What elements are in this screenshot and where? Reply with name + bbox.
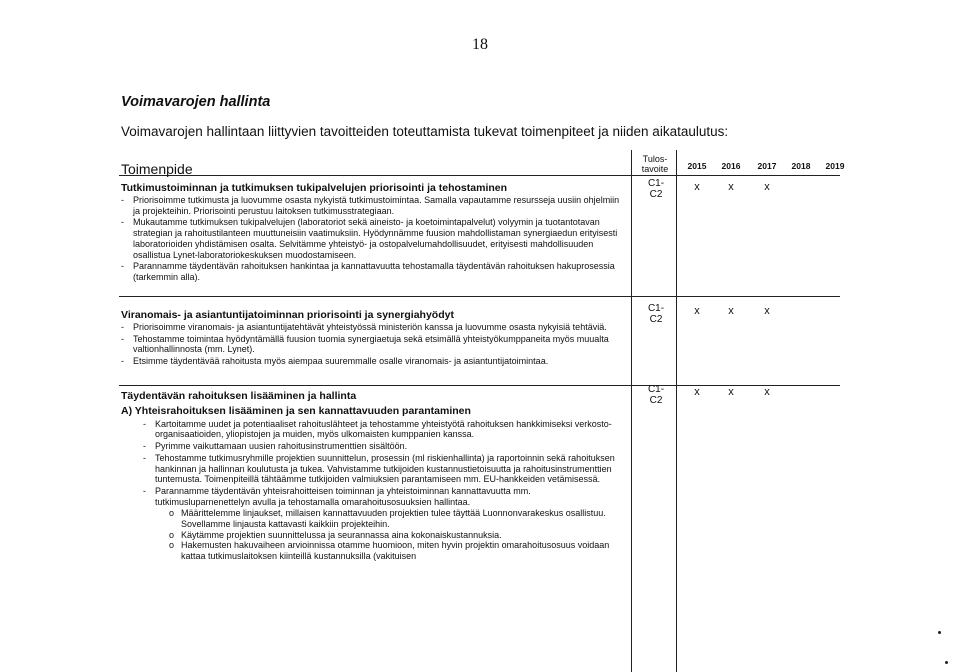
- sub-list-item: o Käytämme projektien suunnittelussa ja seurannassa aina kokonaiskustannuksia.: [169, 530, 626, 541]
- year-header: 2018: [791, 161, 811, 171]
- schedule-mark: x: [694, 181, 700, 193]
- list-item: - Tehostamme tutkimusryhmille projektien suunnittelun, prosessin (ml riskienhallinta) ja raportoinnin sekä rahoituksen hankinnan ja hallinnan koulutusta ja tukea. Vahvistamme tutkijoiden kustannustietoisuutta ja rahoitusinstrumenttien tuntemusta. Toimenpiteillä tähtäämme tutkijoiden valmiuksien parantamiseen mm. EU-hankkeiden vetämisessä.: [143, 453, 626, 485]
- schedule-mark: x: [764, 181, 770, 193]
- schedule-mark: x: [764, 305, 770, 317]
- block-heading: Viranomais- ja asiantuntijatoiminnan priorisointi ja synergiahyödyt: [121, 309, 454, 321]
- list-item: - Priorisoimme viranomais- ja asiantuntijatehtävät yhteistyössä ministeriön kanssa ja luovumme osasta nykyisiä tehtäviä.: [121, 322, 626, 333]
- schedule-mark: x: [764, 386, 770, 398]
- year-header: 2015: [687, 161, 707, 171]
- header-target: Tulos-tavoite: [641, 154, 669, 174]
- block-heading: Täydentävän rahoituksen lisääminen ja hallinta: [121, 390, 357, 402]
- list-item: - Parannamme täydentävän rahoituksen hankintaa ja kannattavuutta tehostamalla täydentävän rahoituksen hakuprosessia (tarkemmin alla).: [121, 261, 626, 282]
- block-subheading: A) Yhteisrahoituksen lisääminen ja sen kannattavuuden parantaminen: [121, 405, 471, 417]
- schedule-mark: x: [728, 181, 734, 193]
- year-header: 2019: [825, 161, 845, 171]
- scan-speck: [938, 631, 941, 634]
- section-title: Voimavarojen hallinta: [121, 94, 271, 110]
- row-divider: [119, 296, 840, 297]
- schedule-mark: x: [694, 386, 700, 398]
- target-code: C1-C2: [647, 178, 665, 200]
- action-block: [121, 182, 626, 284]
- table-header-rule: [119, 175, 840, 176]
- schedule-mark: x: [728, 305, 734, 317]
- page-number: 18: [472, 36, 488, 53]
- year-header: 2016: [721, 161, 741, 171]
- header-action: Toimenpide: [121, 161, 193, 177]
- list-item: - Kartoitamme uudet ja potentiaaliset rahoituslähteet ja tehostamme yhteistyötä rahoituksen hankkimiseksi verkosto-organisaatioiden, yliopistojen ja muiden, myös ulkomaisten kumppanien kanssa.: [143, 419, 626, 440]
- intro-text: Voimavarojen hallintaan liittyvien tavoitteiden toteuttamista tukevat toimenpiteet ja niiden aikataulutus:: [121, 124, 729, 139]
- list-item: - Parannamme täydentävän yhteisrahoitteisen toiminnan ja yhteistoiminnan kannattavuutta mm. tutkimusluparnenettelyn avulla ja tehostamalla omarahoitusosuuksien hallintaa.: [143, 486, 626, 507]
- list-item: - Mukautamme tutkimuksen tukipalvelujen (laboratoriot sekä aineisto- ja koetoimintapalvelut) volyymin ja tuotantotavan strategian ja rahoitustilanteen muuttuneisiin vaatimuksiin. Hyödynnämme fuusion mahdollistaman synergiaedun erityisesti laboratorioiden yhdistämisen osalta. Selvitämme yhteistyö- ja ostopalvelumahdollisuudet, erityisesti mahdollisuuden osallistua Lynet-laboratoriokeskuksen muodostamiseen.: [121, 217, 626, 260]
- action-block: [121, 309, 626, 368]
- schedule-mark: x: [728, 386, 734, 398]
- block-heading: Tutkimustoiminnan ja tutkimuksen tukipalvelujen priorisointi ja tehostaminen: [121, 182, 508, 194]
- list-item: - Etsimme täydentävää rahoitusta myös aiempaa suuremmalle osalle viranomais- ja asiantuntijatoimintaa.: [121, 356, 626, 367]
- sub-list-item: o Hakemusten hakuvaiheen arvioinnissa otamme huomioon, miten hyvin projektin omarahoitusosuus voidaan kattaa tutkimuslaitoksen kiinteillä kustannuksilla (vakituisen: [169, 540, 626, 561]
- scan-speck: [945, 661, 948, 664]
- year-header: 2017: [757, 161, 777, 171]
- sub-list-item: o Määrittelemme linjaukset, millaisen kannattavuuden projektien tulee täyttää Luonnonvarakeskus osallistuu. Sovellamme linjausta kattavasti kaikkiin projekteihin.: [169, 508, 626, 529]
- column-divider: [676, 150, 677, 672]
- list-item: - Tehostamme toimintaa hyödyntämällä fuusion tuomia synergiaetuja sekä etsimällä yhteistyökumppaneita myös muualta valtionhallinnosta (mm. Lynet).: [121, 334, 626, 355]
- action-block: [121, 390, 626, 562]
- list-item: - Pyrimme vaikuttamaan uusien rahoitusinstrumenttien sisältöön.: [143, 441, 626, 452]
- column-divider: [631, 150, 632, 672]
- target-code: C1-C2: [647, 303, 665, 325]
- schedule-mark: x: [694, 305, 700, 317]
- target-code: C1-C2: [647, 384, 665, 406]
- list-item: - Priorisoimme tutkimusta ja luovumme osasta nykyistä tutkimustoimintaa. Samalla vapautamme resursseja uusiin ohjelmiin ja projekteihin. Priorisointi perustuu laitoksen tutkimusstrategiaan.: [121, 195, 626, 216]
